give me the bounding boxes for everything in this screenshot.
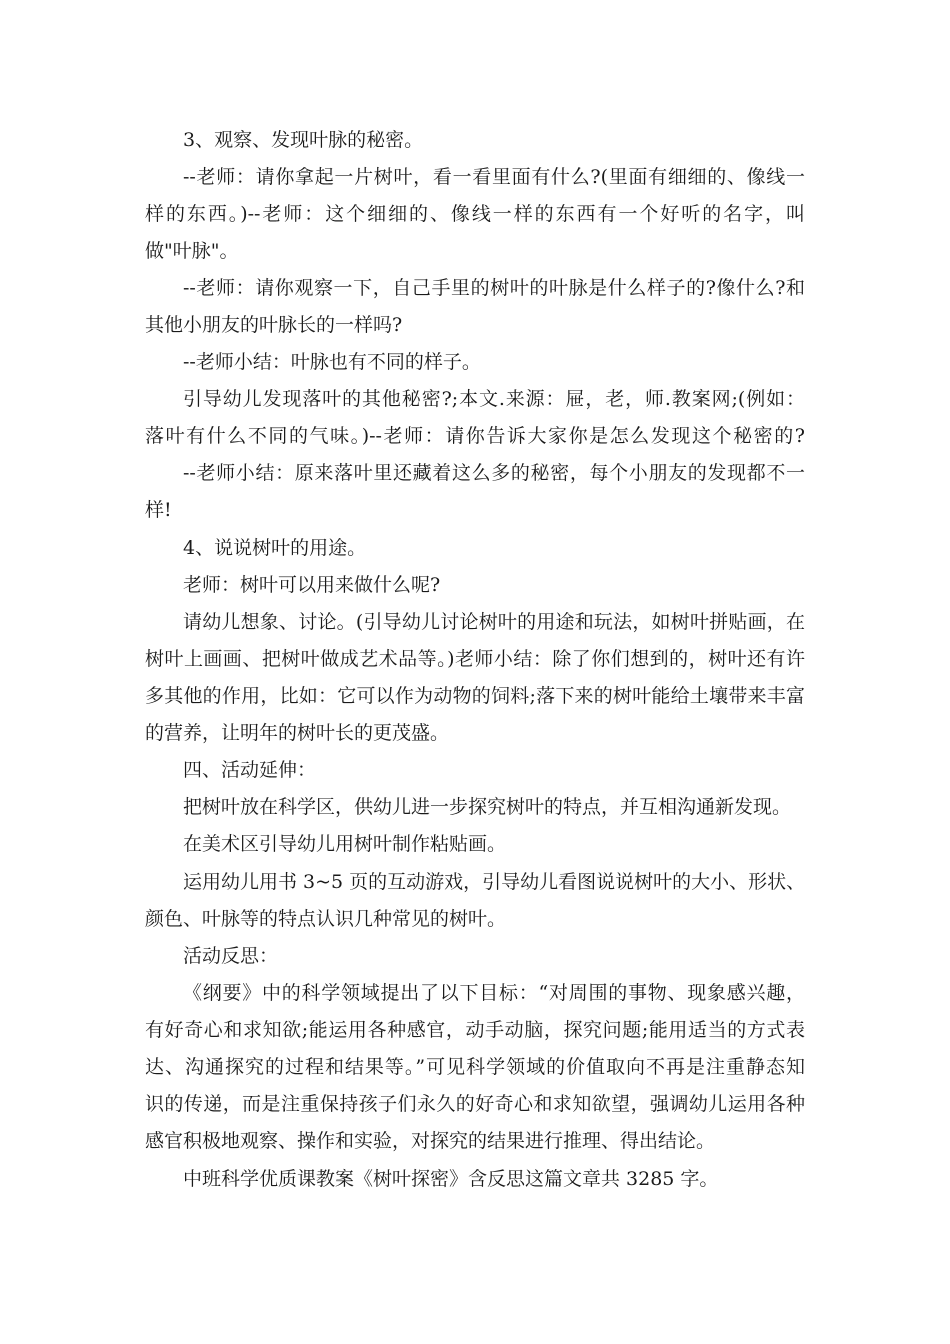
text-line: 有好奇心和求知欲;能运用各种感官，动手动脑，探究问题;能用适当的方式表 <box>145 1019 805 1041</box>
text-line: 样! <box>145 499 172 521</box>
text-line: 请幼儿想象、讨论。(引导幼儿讨论树叶的用途和玩法，如树叶拼贴画，在 <box>183 611 805 633</box>
text-line: 落叶有什么不同的气味。)--老师：请你告诉大家你是怎么发现这个秘密的? <box>145 425 805 447</box>
text-line: --老师小结：原来落叶里还藏着这么多的秘密，每个小朋友的发现都不一 <box>183 462 805 484</box>
text-line: 做"叶脉"。 <box>145 240 239 262</box>
text-line: --老师：请你拿起一片树叶，看一看里面有什么?(里面有细细的、像线一 <box>183 166 805 188</box>
text-line: 在美术区引导幼儿用树叶制作粘贴画。 <box>183 833 507 855</box>
text-line: 的营养，让明年的树叶长的更茂盛。 <box>145 722 450 744</box>
text-line: 中班科学优质课教案《树叶探密》含反思这篇文章共 3285 字。 <box>183 1168 719 1190</box>
text-line: --老师小结：叶脉也有不同的样子。 <box>183 351 481 373</box>
text-line: 样的东西。)--老师：这个细细的、像线一样的东西有一个好听的名字，叫 <box>145 203 805 225</box>
text-line: 活动反思： <box>183 945 279 967</box>
text-line: 颜色、叶脉等的特点认识几种常见的树叶。 <box>145 908 507 930</box>
text-line: --老师：请你观察一下，自己手里的树叶的叶脉是什么样子的?像什么?和 <box>183 277 805 299</box>
text-line: 运用幼儿用书 3~5 页的互动游戏，引导幼儿看图说说树叶的大小、形状、 <box>183 871 806 893</box>
text-line: 四、活动延伸： <box>183 759 317 781</box>
text-line: 树叶上画画、把树叶做成艺术品等。)老师小结：除了你们想到的，树叶还有许 <box>145 648 805 670</box>
text-line: 识的传递，而是注重保持孩子们永久的好奇心和求知欲望，强调幼儿运用各种 <box>145 1093 805 1115</box>
text-line: 其他小朋友的叶脉长的一样吗? <box>145 314 403 336</box>
text-line: 多其他的作用，比如：它可以作为动物的饲料;落下来的树叶能给土壤带来丰富 <box>145 685 805 707</box>
text-line: 引导幼儿发现落叶的其他秘密?;本文.来源：屉，老，师.教案网;(例如： <box>183 388 805 410</box>
text-line: 老师：树叶可以用来做什么呢? <box>183 574 441 596</box>
text-line: 3、观察、发现叶脉的秘密。 <box>183 129 424 151</box>
text-line: 4、说说树叶的用途。 <box>183 537 367 559</box>
text-line: 感官积极地观察、操作和实验，对探究的结果进行推理、得出结论。 <box>145 1130 716 1152</box>
text-line: 《纲要》中的科学领域提出了以下目标：“对周围的事物、现象感兴趣， <box>183 982 805 1004</box>
text-line: 达、沟通探究的过程和结果等。”可见科学领域的价值取向不再是注重静态知 <box>145 1056 805 1078</box>
text-line: 把树叶放在科学区，供幼儿进一步探究树叶的特点，并互相沟通新发现。 <box>183 796 792 818</box>
